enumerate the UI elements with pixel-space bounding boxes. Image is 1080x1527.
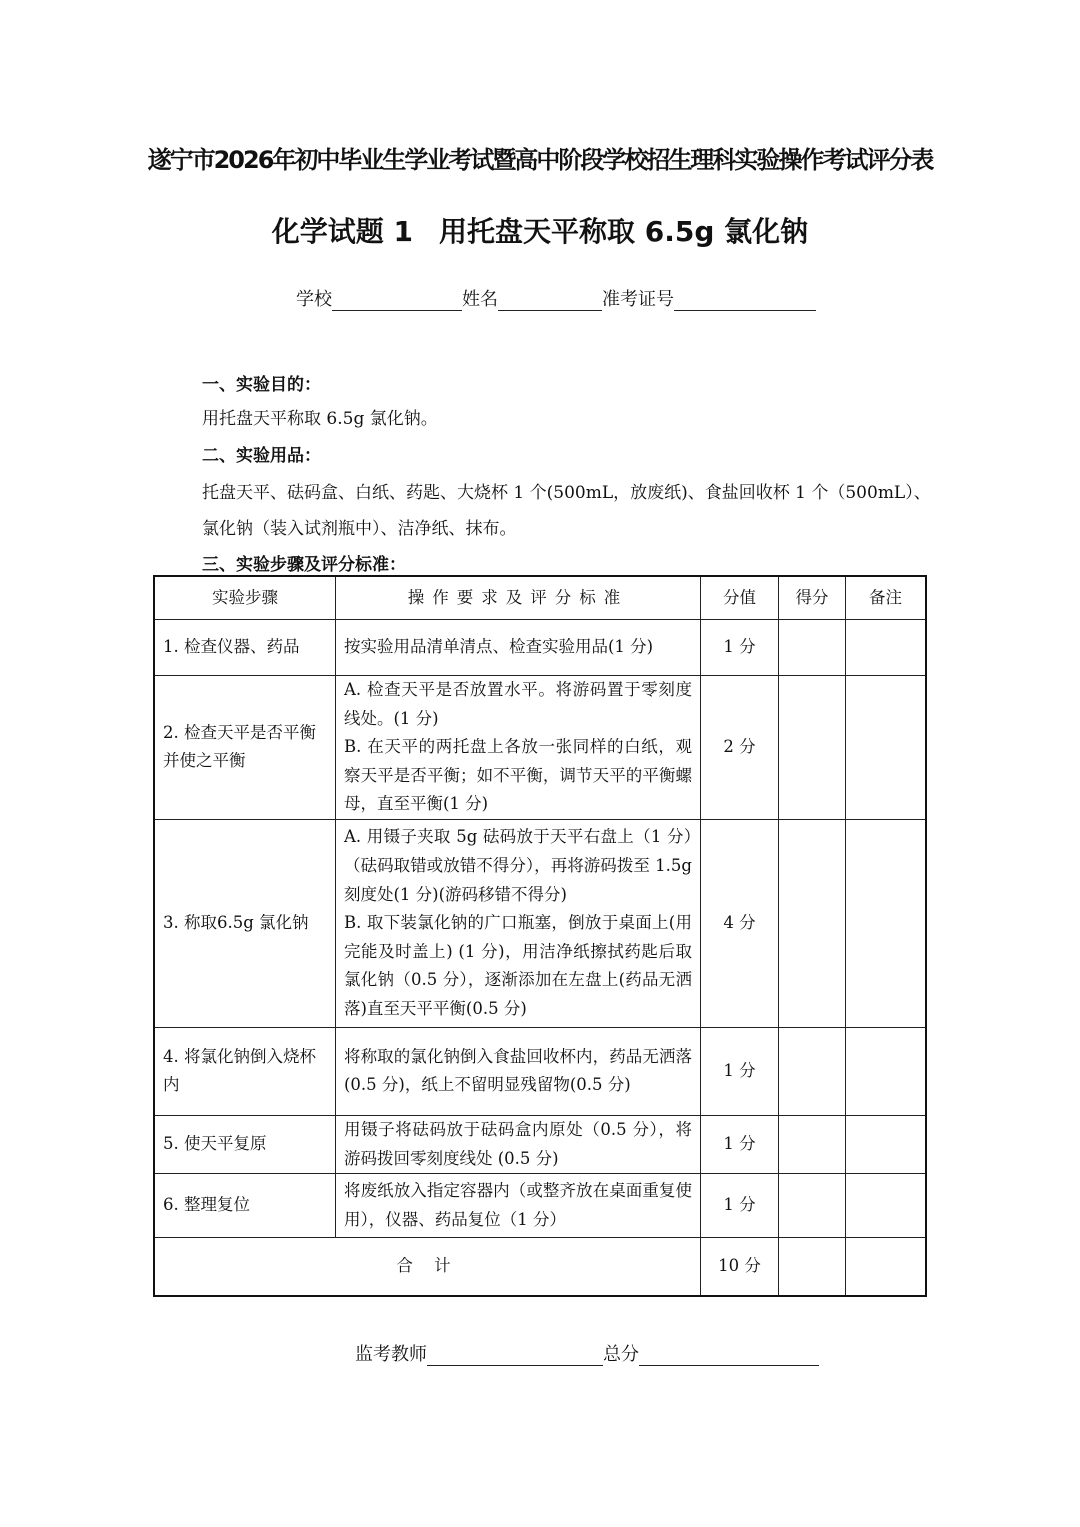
purpose-heading: 一、实验目的： bbox=[202, 375, 321, 395]
subtitle-topic: 用托盘天平称取 6.5g 氯化钠 bbox=[439, 215, 809, 248]
requirement-b: B. 取下装氯化钠的广口瓶塞，倒放于桌面上(用完能及时盖上) (1 分)，用洁净纸擦拭药匙后取氯化钠（0.5 分），逐渐添加在左盘上(药品无洒落)直至天平平衡(0.5 分) bbox=[344, 913, 692, 1018]
got-cell[interactable] bbox=[779, 676, 846, 820]
requirement-cell: 将废纸放入指定容器内（或整齐放在桌面重复使用），仪器、药品复位（1 分） bbox=[336, 1174, 701, 1238]
step-cell: 3. 称取6.5g 氯化钠 bbox=[154, 819, 336, 1027]
got-cell[interactable] bbox=[779, 620, 846, 676]
table-row bbox=[154, 819, 926, 1027]
note-cell[interactable] bbox=[846, 676, 927, 820]
student-info-line bbox=[296, 285, 816, 311]
exam-number-label: 准考证号 bbox=[602, 289, 674, 310]
table-row bbox=[154, 620, 926, 676]
total-note-cell[interactable] bbox=[846, 1238, 927, 1296]
step-cell: 5. 使天平复原 bbox=[154, 1115, 336, 1173]
requirement-cell: 按实验用品清单清点、检查实验用品(1 分) bbox=[336, 620, 701, 676]
page-subtitle bbox=[0, 210, 1080, 250]
score-cell: 1 分 bbox=[701, 620, 779, 676]
requirement-a: A. 用镊子夹取 5g 砝码放于天平右盘上（1 分）（砝码取错或放错不得分），再将游码拨至 1.5g 刻度处(1 分)(游码移错不得分) bbox=[344, 827, 692, 904]
table-header-row bbox=[154, 576, 926, 620]
got-cell[interactable] bbox=[779, 1115, 846, 1173]
score-cell: 1 分 bbox=[701, 1174, 779, 1238]
step-cell: 4. 将氯化钠倒入烧杯内 bbox=[154, 1027, 336, 1115]
step-cell: 6. 整理复位 bbox=[154, 1174, 336, 1238]
materials-heading: 二、实验用品： bbox=[202, 446, 321, 466]
header-note: 备注 bbox=[846, 576, 927, 620]
note-cell[interactable] bbox=[846, 1027, 927, 1115]
got-cell[interactable] bbox=[779, 1174, 846, 1238]
requirement-cell bbox=[336, 819, 701, 1027]
total-score: 10 分 bbox=[701, 1238, 779, 1296]
step-cell: 2. 检查天平是否平衡并使之平衡 bbox=[154, 676, 336, 820]
scoring-table bbox=[153, 575, 927, 1297]
table-row bbox=[154, 1027, 926, 1115]
header-step: 实验步骤 bbox=[154, 576, 336, 620]
requirement-a: A. 检查天平是否放置水平。将游码置于零刻度线处。(1 分) bbox=[344, 680, 692, 728]
table-row bbox=[154, 676, 926, 820]
got-cell[interactable] bbox=[779, 1027, 846, 1115]
table-row bbox=[154, 1174, 926, 1238]
total-got-cell[interactable] bbox=[779, 1238, 846, 1296]
subtitle-question-no: 化学试题 1 bbox=[271, 215, 414, 248]
name-label: 姓名 bbox=[462, 289, 498, 310]
score-cell: 1 分 bbox=[701, 1027, 779, 1115]
requirement-cell bbox=[336, 676, 701, 820]
note-cell[interactable] bbox=[846, 819, 927, 1027]
requirement-b: B. 在天平的两托盘上各放一张同样的白纸，观察天平是否平衡；如不平衡，调节天平的平衡螺母，直至平衡(1 分) bbox=[344, 737, 692, 814]
total-row bbox=[154, 1238, 926, 1296]
step-cell: 1. 检查仪器、药品 bbox=[154, 620, 336, 676]
proctor-label: 监考教师 bbox=[355, 1344, 427, 1365]
name-field[interactable] bbox=[498, 288, 602, 311]
total-label: 合 计 bbox=[154, 1238, 701, 1296]
materials-text-line2: 氯化钠（装入试剂瓶中）、洁净纸、抹布。 bbox=[202, 519, 517, 539]
header-requirement: 操作要求及评分标准 bbox=[336, 576, 701, 620]
school-field[interactable] bbox=[332, 288, 462, 311]
proctor-field[interactable] bbox=[427, 1343, 603, 1366]
total-score-label: 总分 bbox=[603, 1344, 639, 1365]
requirement-cell: 将称取的氯化钠倒入食盐回收杯内，药品无洒落(0.5 分)，纸上不留明显残留物(0.5 分) bbox=[336, 1027, 701, 1115]
total-score-field[interactable] bbox=[639, 1343, 819, 1366]
steps-heading: 三、实验步骤及评分标准： bbox=[202, 555, 406, 575]
got-cell[interactable] bbox=[779, 819, 846, 1027]
page-title: 遂宁市2026年初中毕业生学业考试暨高中阶段学校招生理科实验操作考试评分表 bbox=[147, 146, 933, 174]
score-cell: 1 分 bbox=[701, 1115, 779, 1173]
school-label: 学校 bbox=[296, 289, 332, 310]
note-cell[interactable] bbox=[846, 1115, 927, 1173]
table-row bbox=[154, 1115, 926, 1173]
note-cell[interactable] bbox=[846, 1174, 927, 1238]
score-cell: 4 分 bbox=[701, 819, 779, 1027]
exam-number-field[interactable] bbox=[674, 288, 816, 311]
purpose-text: 用托盘天平称取 6.5g 氯化钠。 bbox=[202, 409, 438, 429]
score-cell: 2 分 bbox=[701, 676, 779, 820]
requirement-cell: 用镊子将砝码放于砝码盒内原处（0.5 分），将游码拨回零刻度线处 (0.5 分) bbox=[336, 1115, 701, 1173]
materials-text-line1: 托盘天平、砝码盒、白纸、药匙、大烧杯 1 个(500mL，放废纸)、食盐回收杯 1 个（500mL）、 bbox=[202, 483, 931, 503]
note-cell[interactable] bbox=[846, 620, 927, 676]
header-score: 分值 bbox=[701, 576, 779, 620]
footer-signature-line bbox=[355, 1340, 819, 1366]
header-got: 得分 bbox=[779, 576, 846, 620]
